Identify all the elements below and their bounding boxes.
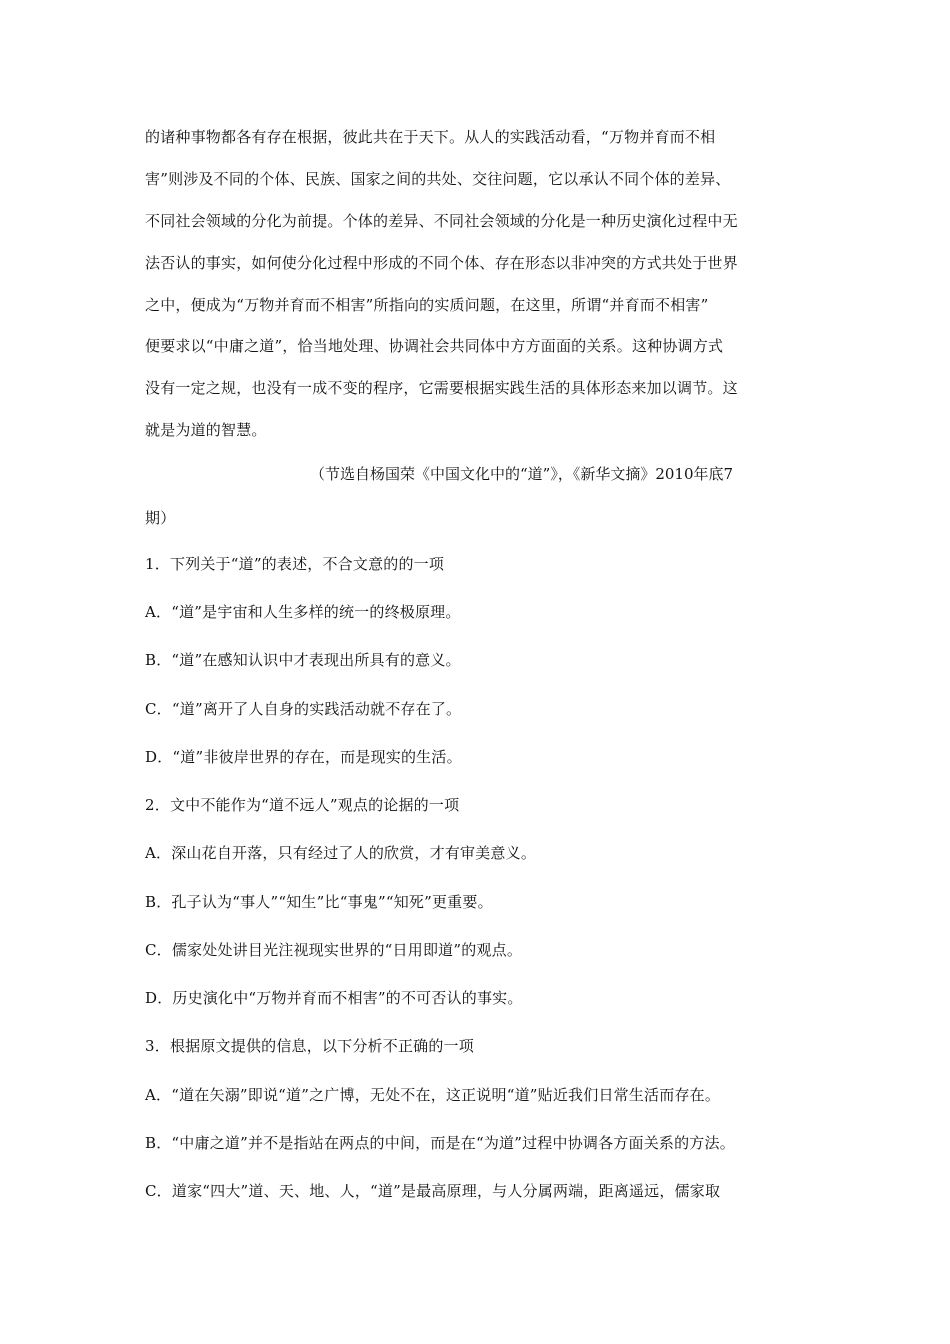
question-1-option-d: D．“道”非彼岸世界的存在，而是现实的生活。 xyxy=(145,748,462,766)
question-1-option-b: B．“道”在感知认识中才表现出所具有的意义。 xyxy=(145,651,461,669)
passage-line: 就是为道的智慧。 xyxy=(145,421,267,439)
passage-line: 便要求以“中庸之道”，恰当地处理、协调社会共同体中方方面面的关系。这种协调方式 xyxy=(145,337,724,355)
question-1-stem: 1．下列关于“道”的表述，不合文意的的一项 xyxy=(145,555,445,573)
question-2-stem: 2．文中不能作为“道不远人”观点的论据的一项 xyxy=(145,796,460,814)
passage-line: 之中，便成为“万物并育而不相害”所指向的实质问题，在这里，所谓“并育而不相害” xyxy=(145,296,709,314)
question-1-option-a: A．“道”是宇宙和人生多样的统一的终极原理。 xyxy=(145,603,461,621)
source-citation: （节选自杨国荣《中国文化中的“道”》，《新华文摘》2010年底7 xyxy=(310,465,734,483)
source-citation-continued: 期） xyxy=(145,509,176,527)
question-2-option-a: A．深山花自开落，只有经过了人的欣赏，才有审美意义。 xyxy=(145,844,537,862)
passage-line: 不同社会领域的分化为前提。个体的差异、不同社会领域的分化是一种历史演化过程中无 xyxy=(145,212,738,230)
question-3-option-c: C．道家“四大”道、天、地、人，“道”是最高原理，与人分属两端，距离遥远，儒家取 xyxy=(145,1182,721,1200)
passage-line: 法否认的事实，如何使分化过程中形成的不同个体、存在形态以非冲突的方式共处于世界 xyxy=(145,254,738,272)
question-3-option-b: B．“中庸之道”并不是指站在两点的中间，而是在“为道”过程中协调各方面关系的方法。 xyxy=(145,1134,735,1152)
passage-line: 的诸种事物都各有存在根据，彼此共在于天下。从人的实践活动看，“万物并育而不相 xyxy=(145,128,716,146)
question-3-stem: 3．根据原文提供的信息，以下分析不正确的一项 xyxy=(145,1037,474,1055)
question-2-option-d: D．历史演化中“万物并育而不相害”的不可否认的事实。 xyxy=(145,989,523,1007)
passage-line: 害”则涉及不同的个体、民族、国家之间的共处、交往问题，它以承认不同个体的差异、 xyxy=(145,170,731,188)
question-1-option-c: C．“道”离开了人自身的实践活动就不存在了。 xyxy=(145,700,462,718)
question-3-option-a: A．“道在矢溺”即说“道”之广博，无处不在，这正说明“道”贴近我们日常生活而存在。 xyxy=(145,1086,721,1104)
question-2-option-b: B．孔子认为“事人”“知生”比“事鬼”“知死”更重要。 xyxy=(145,893,493,911)
passage-line: 没有一定之规，也没有一成不变的程序，它需要根据实践生活的具体形态来加以调节。这 xyxy=(145,379,738,397)
question-2-option-c: C．儒家处处讲目光注视现实世界的“日用即道”的观点。 xyxy=(145,941,523,959)
